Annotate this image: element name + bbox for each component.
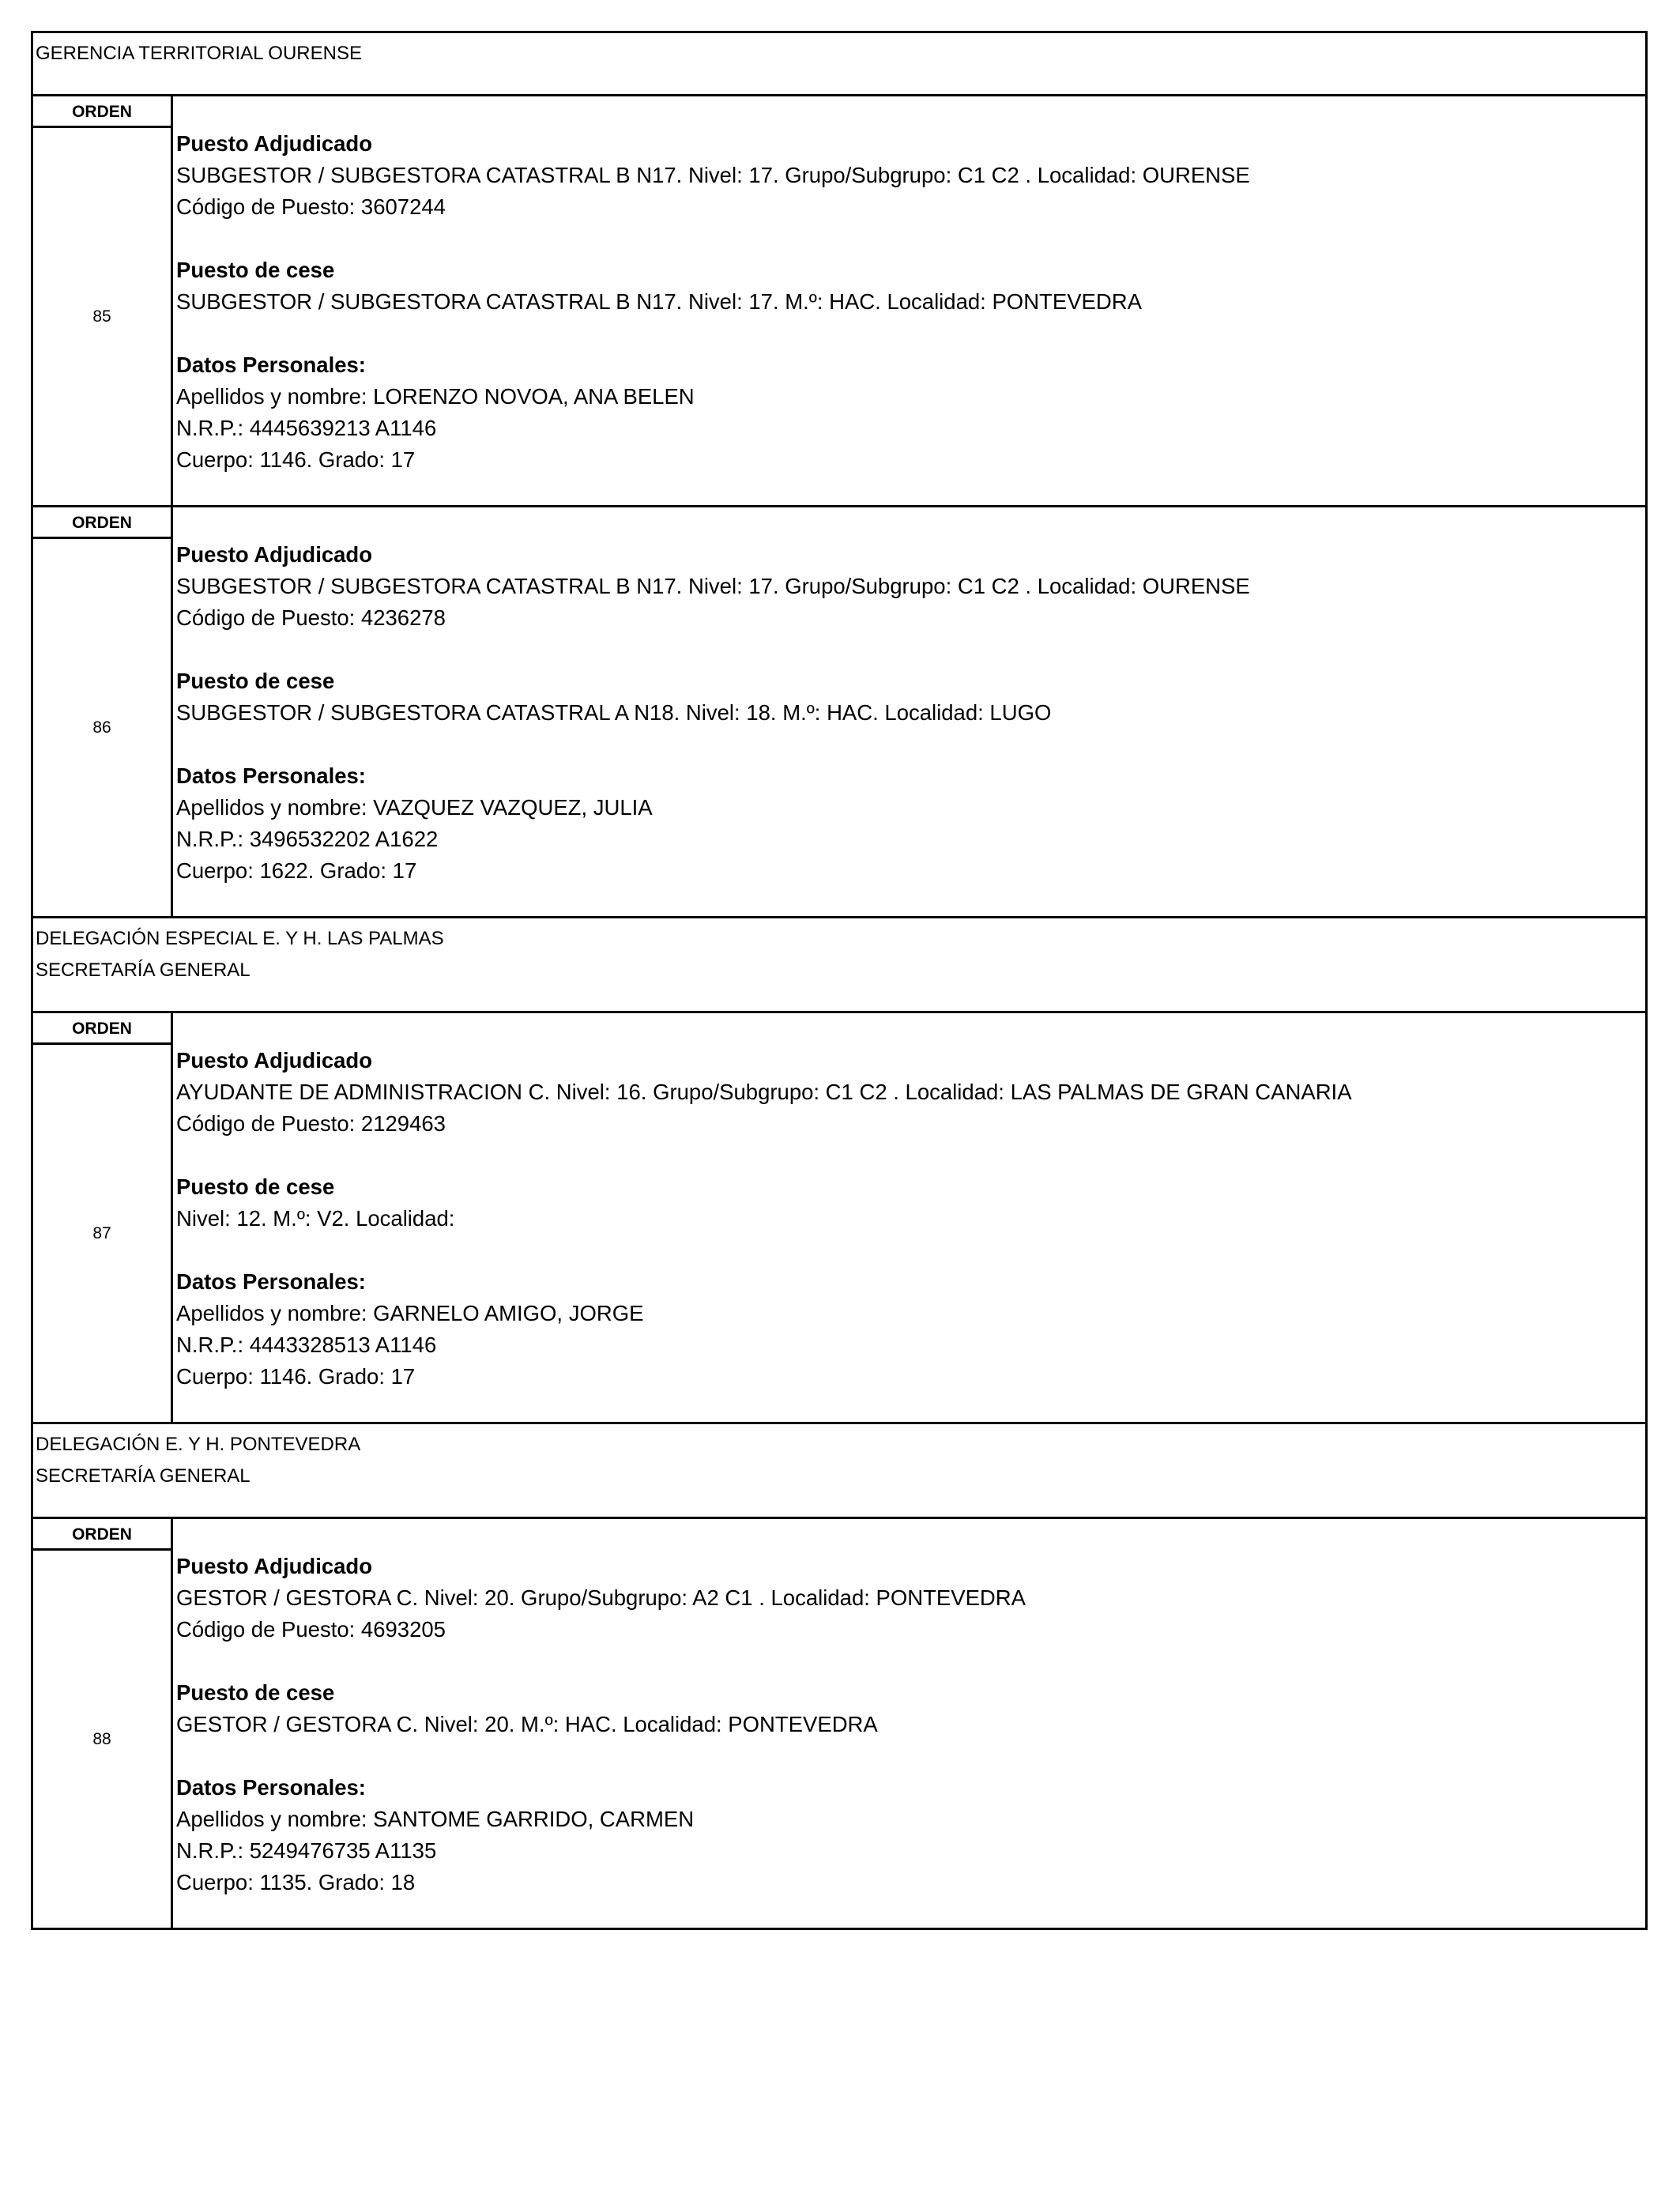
codigo-puesto: Código de Puesto: 4236278 <box>176 605 446 630</box>
cuerpo-grado: Cuerpo: 1622. Grado: 17 <box>176 858 417 883</box>
puesto-adjudicado-value: SUBGESTOR / SUBGESTORA CATASTRAL B N17. Nivel: 17. Grupo/Subgrupo: C1 C2 . Localidad: OURENSE <box>176 574 1250 598</box>
puesto-adjudicado-label: Puesto Adjudicado <box>176 1554 373 1578</box>
nrp: N.R.P.: 5249476735 A1135 <box>176 1838 437 1863</box>
nrp: N.R.P.: 3496532202 A1622 <box>176 827 439 851</box>
apellidos-nombre: Apellidos y nombre: LORENZO NOVOA, ANA BELEN <box>176 384 695 409</box>
section-header <box>33 918 1645 1013</box>
entry-row <box>33 1013 1645 1424</box>
codigo-puesto: Código de Puesto: 3607244 <box>176 194 446 219</box>
entry-row <box>33 96 1645 507</box>
entry-details <box>173 507 1645 916</box>
puesto-cese-label: Puesto de cese <box>176 1680 335 1705</box>
cuerpo-grado: Cuerpo: 1146. Grado: 17 <box>176 1364 416 1389</box>
orden-label: ORDEN <box>33 1519 171 1551</box>
orden-number: 85 <box>92 307 111 326</box>
puesto-adjudicado-value: GESTOR / GESTORA C. Nivel: 20. Grupo/Subgrupo: A2 C1 . Localidad: PONTEVEDRA <box>176 1585 1026 1610</box>
puesto-adjudicado-label: Puesto Adjudicado <box>176 542 373 567</box>
entry-row <box>33 1519 1645 1930</box>
entry-row <box>33 507 1645 918</box>
datos-personales-label: Datos Personales: <box>176 1269 366 1294</box>
nrp: N.R.P.: 4445639213 A1146 <box>176 416 437 440</box>
datos-personales-label: Datos Personales: <box>176 763 366 788</box>
puesto-cese-value: SUBGESTOR / SUBGESTORA CATASTRAL A N18. Nivel: 18. M.º: HAC. Localidad: LUGO <box>176 700 1052 725</box>
orden-number: 86 <box>92 718 111 737</box>
datos-personales-label: Datos Personales: <box>176 352 366 377</box>
puesto-adjudicado-value: SUBGESTOR / SUBGESTORA CATASTRAL B N17. Nivel: 17. Grupo/Subgrupo: C1 C2 . Localidad: OURENSE <box>176 163 1250 187</box>
cuerpo-grado: Cuerpo: 1135. Grado: 18 <box>176 1870 416 1894</box>
puesto-cese-value: SUBGESTOR / SUBGESTORA CATASTRAL B N17. Nivel: 17. M.º: HAC. Localidad: PONTEVEDRA <box>176 289 1142 314</box>
orden-column <box>33 96 173 505</box>
datos-personales-label: Datos Personales: <box>176 1775 366 1800</box>
apellidos-nombre: Apellidos y nombre: SANTOME GARRIDO, CARMEN <box>176 1807 695 1831</box>
section-header-line: SECRETARÍA GENERAL <box>36 959 250 981</box>
section-header <box>33 33 1645 96</box>
orden-label: ORDEN <box>33 96 171 128</box>
orden-label: ORDEN <box>33 507 171 539</box>
section-header-line: DELEGACIÓN E. Y H. PONTEVEDRA <box>36 1434 361 1455</box>
section-header-line: GERENCIA TERRITORIAL OURENSE <box>36 43 362 64</box>
orden-column <box>33 1013 173 1422</box>
orden-column <box>33 1519 173 1928</box>
section-header-line: SECRETARÍA GENERAL <box>36 1465 250 1487</box>
orden-number: 87 <box>92 1223 111 1242</box>
cuerpo-grado: Cuerpo: 1146. Grado: 17 <box>176 447 416 472</box>
puesto-cese-label: Puesto de cese <box>176 669 335 693</box>
codigo-puesto: Código de Puesto: 2129463 <box>176 1111 446 1136</box>
orden-label: ORDEN <box>33 1013 171 1045</box>
entry-details <box>173 96 1645 505</box>
puesto-cese-value: Nivel: 12. M.º: V2. Localidad: <box>176 1206 455 1231</box>
orden-column <box>33 507 173 916</box>
resolution-table <box>31 31 1648 1930</box>
section-header <box>33 1424 1645 1519</box>
puesto-adjudicado-value: AYUDANTE DE ADMINISTRACION C. Nivel: 16. Grupo/Subgrupo: C1 C2 . Localidad: LAS PALMAS DE GRAN CANARIA <box>176 1080 1352 1104</box>
nrp: N.R.P.: 4443328513 A1146 <box>176 1333 437 1357</box>
apellidos-nombre: Apellidos y nombre: GARNELO AMIGO, JORGE <box>176 1301 644 1325</box>
entry-details <box>173 1519 1645 1928</box>
apellidos-nombre: Apellidos y nombre: VAZQUEZ VAZQUEZ, JULIA <box>176 795 653 820</box>
entry-details <box>173 1013 1645 1422</box>
orden-number: 88 <box>92 1729 111 1748</box>
puesto-adjudicado-label: Puesto Adjudicado <box>176 131 373 156</box>
puesto-cese-label: Puesto de cese <box>176 1174 335 1199</box>
puesto-adjudicado-label: Puesto Adjudicado <box>176 1048 373 1072</box>
codigo-puesto: Código de Puesto: 4693205 <box>176 1617 446 1642</box>
puesto-cese-value: GESTOR / GESTORA C. Nivel: 20. M.º: HAC. Localidad: PONTEVEDRA <box>176 1712 878 1736</box>
section-header-line: DELEGACIÓN ESPECIAL E. Y H. LAS PALMAS <box>36 928 444 949</box>
puesto-cese-label: Puesto de cese <box>176 258 335 282</box>
